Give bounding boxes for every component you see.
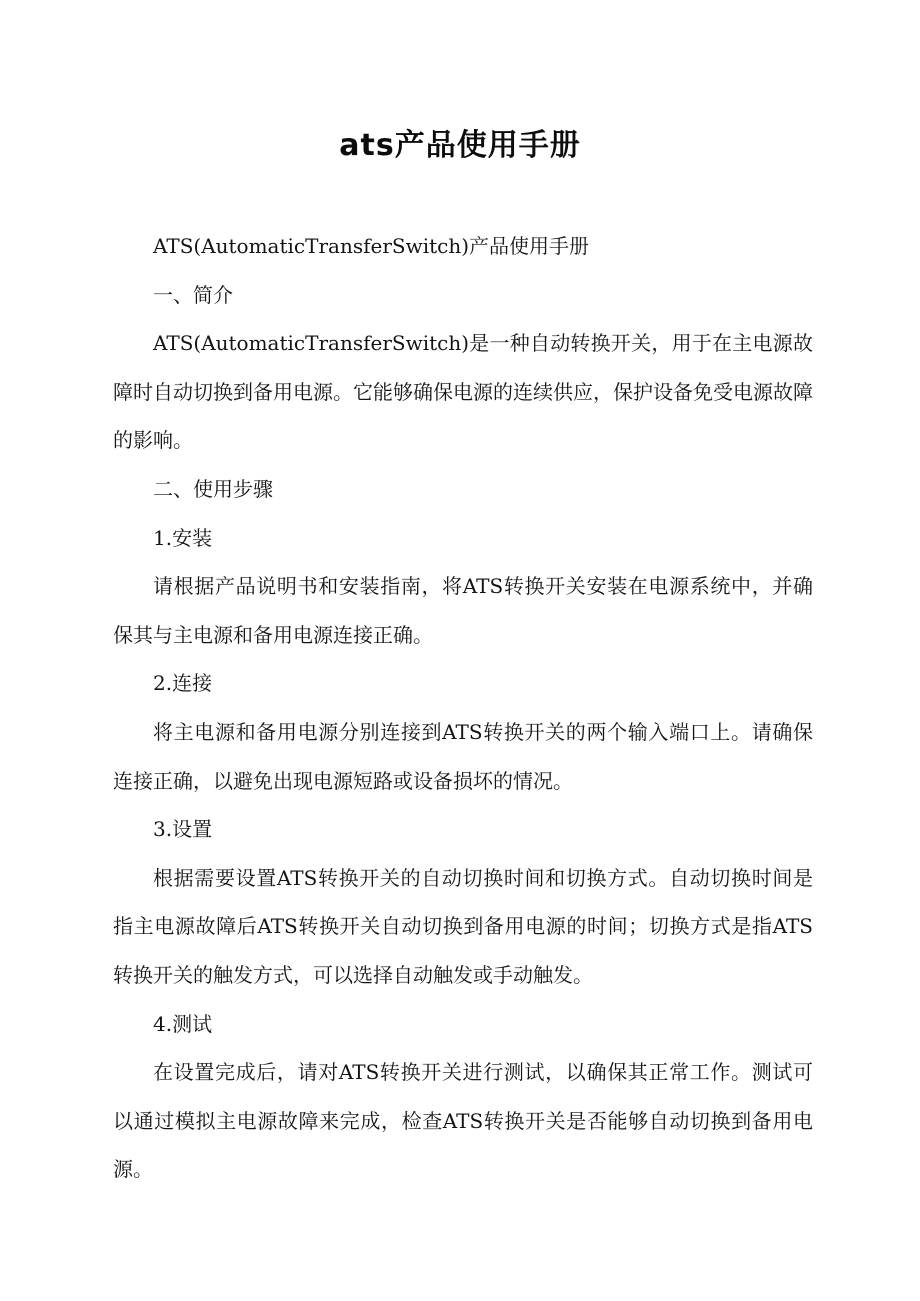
step-paragraph-connect: 将主电源和备用电源分别连接到ATS转换开关的两个输入端口上。请确保连接正确，以避免出现电源短路或设备损坏的情况。: [113, 719, 813, 793]
subtitle-paragraph: ATS(AutomaticTransferSwitch)产品使用手册: [153, 234, 590, 258]
step-paragraph-install: 请根据产品说明书和安装指南，将ATS转换开关安装在电源系统中，并确保其与主电源和备用电源连接正确。: [113, 574, 813, 647]
section-heading-introduction: 一、简介: [153, 282, 233, 307]
step-heading-install: 1.安装: [153, 525, 213, 550]
step-heading-settings: 3.设置: [153, 817, 213, 842]
step-heading-test: 4.测试: [153, 1011, 213, 1036]
document-title: ats产品使用手册: [339, 128, 581, 163]
step-paragraph-test: 在设置完成后，请对ATS转换开关进行测试，以确保其正常工作。测试可以通过模拟主电源故障来完成，检查ATS转换开关是否能够自动切换到备用电源。: [113, 1060, 813, 1182]
document-body: [113, 222, 813, 1194]
step-heading-connect: 2.连接: [153, 671, 213, 696]
introduction-paragraph: ATS(AutomaticTransferSwitch)是一种自动转换开关，用于在主电源故障时自动切换到备用电源。它能够确保电源的连续供应，保护设备免受电源故障的影响。: [113, 331, 813, 453]
section-heading-usage-steps: 二、使用步骤: [153, 476, 273, 501]
step-paragraph-settings: 根据需要设置ATS转换开关的自动切换时间和切换方式。自动切换时间是指主电源故障后ATS转换开关自动切换到备用电源的时间；切换方式是指ATS转换开关的触发方式，可以选择自动触发或手动触发。: [113, 865, 813, 987]
